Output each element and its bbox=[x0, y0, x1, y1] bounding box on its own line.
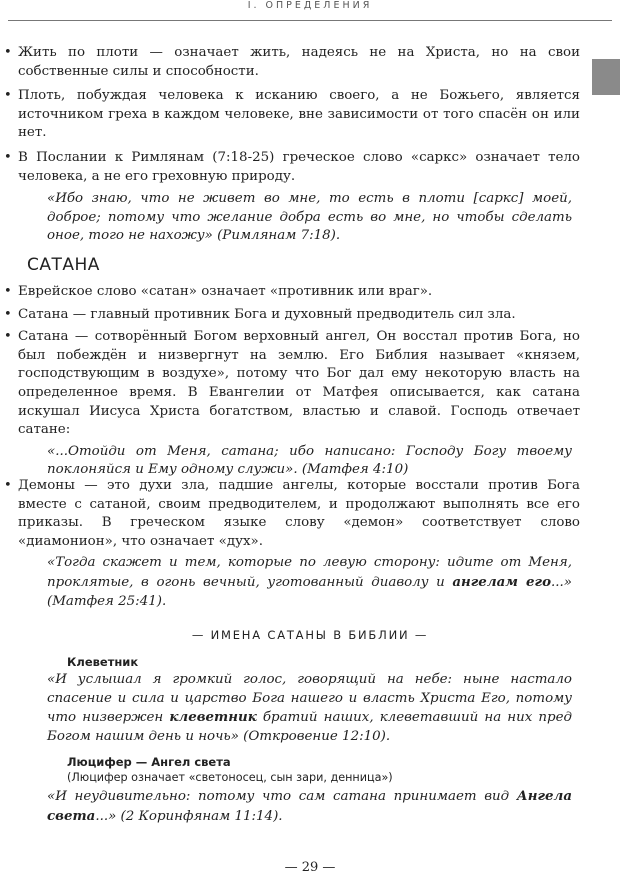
quote-text: «Тогда скажет и тем, которые по левую сторону: идите от Меня, проклятые, в огонь вечный, уготованный диаволу и bbox=[47, 555, 572, 590]
scripture-quote bbox=[0, 554, 590, 611]
name-note: (Люцифер означает «светоносец, сын зари, денница») bbox=[67, 771, 393, 785]
bullet-icon: • bbox=[4, 45, 12, 60]
running-header: I. ОПРЕДЕЛЕНИЯ bbox=[247, 0, 373, 11]
list-item-text: Еврейское слово «сатан» означает «противник или враг». bbox=[18, 284, 433, 299]
scripture-quote: «Ибо знаю, что не живет во мне, то есть в плоти [саркс] моей, доброе; потому что желание добра есть во мне, но чтобы сделать оное, того не нахожу» (Римлянам 7:18). bbox=[47, 191, 572, 244]
list-item-text: В Послании к Римлянам (7:18-25) греческое слово «саркс» означает тело человека, а не его греховную природу. bbox=[18, 149, 580, 184]
bullet-icon: • bbox=[4, 478, 12, 493]
quote-emphasis: клеветник bbox=[169, 709, 257, 726]
bullet-icon: • bbox=[4, 284, 12, 299]
list-item bbox=[0, 44, 590, 81]
page-number: — 29 — bbox=[284, 860, 336, 875]
bullet-icon: • bbox=[4, 306, 12, 322]
list-item bbox=[0, 87, 590, 143]
list-item-text: Демоны — это духи зла, падшие ангелы, которые восстали против Бога вместе с сатаной, своим предводителем, и продолжают выполнять все его приказы. В греческом языке слову «демон» соответствует слово «диамонион», что означает «дух». bbox=[18, 478, 580, 549]
list-item-text: Сатана — сотворённый Богом верховный ангел, Он восстал против Бога, но был побеждён и низвергнут на землю. Его Библия называет «князем, господствующим в воздухе», потому что Бог дал ему некоторую власть на определенное время. В Евангелии от Матфея описывается, как сатана искушал Иисуса Христа богатством, властью и славой. Господь отвечает сатане: bbox=[18, 329, 580, 438]
quote-text: братий наших, клеветавший на них пред Богом нашим день и ночь» (Откровение 12:10). bbox=[47, 710, 573, 744]
name-label: Люцифер — Ангел света bbox=[67, 755, 231, 770]
list-item bbox=[0, 477, 590, 551]
bullet-icon: • bbox=[4, 88, 12, 104]
list-item-text: Жить по плоти — означает жить, надеясь не на Христа, но на свои собственные силы и способности. bbox=[18, 45, 580, 79]
names-heading: — ИМЕНА САТАНЫ В БИБЛИИ — bbox=[191, 628, 429, 642]
quote-emphasis: Ангела света bbox=[47, 788, 572, 824]
bullet-icon: • bbox=[4, 149, 12, 165]
quote-text: ...» (2 Коринфянам 11:14). bbox=[95, 808, 283, 824]
demons-block bbox=[0, 477, 590, 611]
section-title: САТАНА bbox=[27, 255, 100, 275]
quote-text: «И неудивительно: потому что сам сатана принимает вид bbox=[47, 789, 517, 805]
list-item bbox=[0, 149, 590, 186]
list-item bbox=[0, 306, 590, 325]
quote-emphasis: ангелам его bbox=[452, 573, 552, 590]
quote-text: «И услышал я громкий голос, говорящий на небе: ныне настало спасение и сила и царство Бога нашего и власть Христа Его, потому что низвержен bbox=[47, 672, 572, 726]
scripture-quote: «...Отойди от Меня, сатана; ибо написано: Господу Богу твоему поклоняйся и Ему одному служи». (Матфея 4:10) bbox=[47, 443, 572, 478]
header-rule bbox=[8, 20, 612, 21]
flesh-bullets bbox=[0, 44, 590, 246]
bullet-icon: • bbox=[4, 329, 12, 345]
list-item bbox=[0, 283, 590, 302]
chapter-thumb-tab bbox=[592, 59, 620, 95]
scripture-quote bbox=[0, 787, 590, 826]
list-item bbox=[0, 328, 590, 440]
names-block bbox=[0, 654, 590, 827]
list-item-text: Сатана — главный противник Бога и духовный предводитель сил зла. bbox=[18, 306, 516, 322]
quote-text: ...» (Матфея 25:41). bbox=[47, 574, 572, 609]
name-label: Клеветник bbox=[67, 655, 139, 669]
satan-bullets bbox=[0, 283, 590, 480]
scripture-quote bbox=[0, 671, 590, 746]
list-item-text: Плоть, побуждая человека к исканию своего, а не Божьего, является источником греха в каждом человеке, вне зависимости от того спасён он или нет. bbox=[18, 88, 580, 141]
